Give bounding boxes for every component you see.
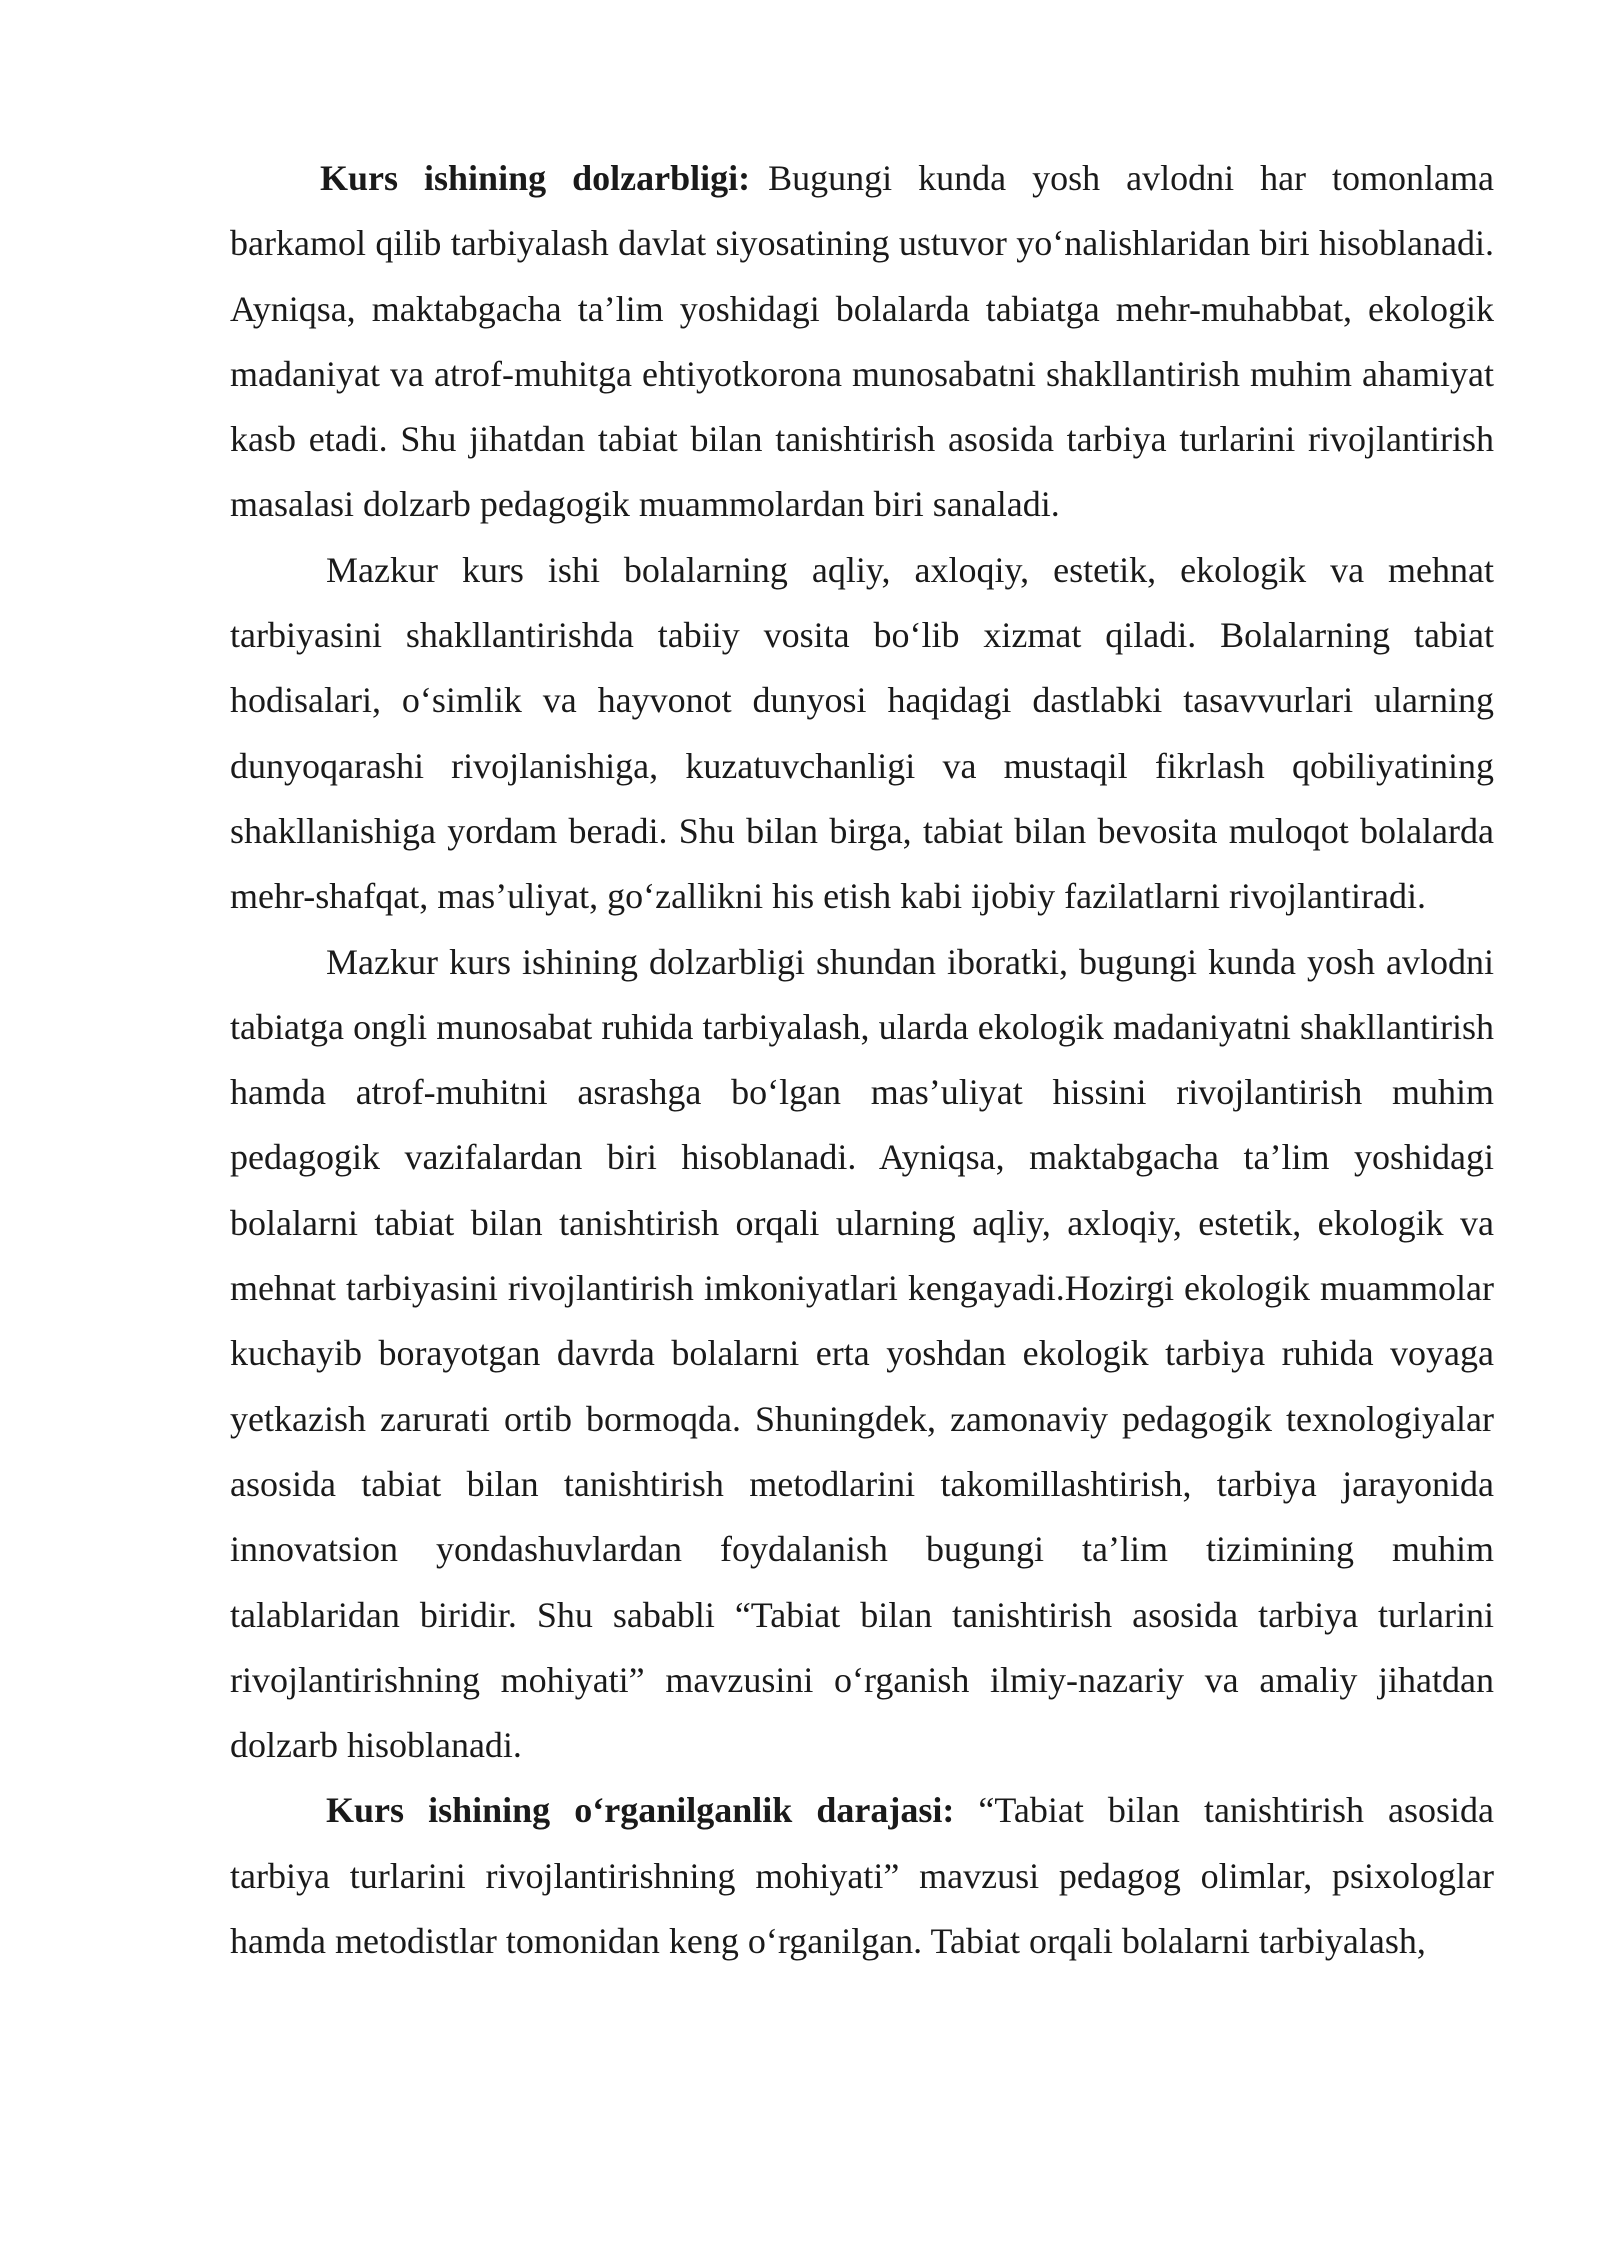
relevance-heading: Kurs ishining dolzarbligi:: [320, 158, 751, 198]
relevance-text: Bugungi kunda yosh avlodni har tomonlama barkamol qilib tarbiyalash davlat siyosatining ustuvor yo‘nalishlaridan biri hisoblanadi. Ayniqsa, maktabgacha ta’lim yoshidagi bolalarda tabiatga mehr-muhabbat, ekologik madaniyat va atrof-muhitga ehtiyotkorona munosabatni shakllantirish muhim ahamiyat kasb etadi. Shu jihatdan tabiat bilan tanishtirish asosida tarbiya turlarini rivojlantirish masalasi dolzarb pedagogik muammolardan biri sanaladi.: [230, 158, 1494, 525]
course-role-text: Mazkur kurs ishi bolalarning aqliy, axloqiy, estetik, ekologik va mehnat tarbiyasini shakllantirishda tabiiy vosita bo‘lib xizmat qiladi. Bolalarning tabiat hodisalari, o‘simlik va hayvonot dunyosi haqidagi dastlabki tasavvurlari ularning dunyoqarashi rivojlanishiga, kuzatuvchanligi va mustaqil fikrlash qobiliyatining shakllanishiga yordam beradi. Shu bilan birga, tabiat bilan bevosita muloqot bolalarda mehr-shafqat, mas’uliyat, go‘zallikni his etish kabi ijobiy fazilatlarni rivojlantiradi.: [230, 549, 1494, 917]
paragraph-study-level: [230, 1778, 1494, 1974]
relevance-detail-text: Mazkur kurs ishining dolzarbligi shundan iboratki, bugungi kunda yosh avlodni tabiatga ongli munosabat ruhida tarbiyalash, ularda ekologik madaniyatni shakllantirish hamda atrof-muhitni asrashga bo‘lgan mas’uliyat hissini rivojlantirish muhim pedagogik vazifalardan biri hisoblanadi. Ayniqsa, maktabgacha ta’lim yoshidagi bolalarni tabiat bilan tanishtirish orqali ularning aqliy, axloqiy, estetik, ekologik va mehnat tarbiyasini rivojlantirish imkoniyatlari kengayadi.Hozirgi ekologik muammolar kuchayib borayotgan davrda bolalarni erta yoshdan ekologik tarbiya ruhida voyaga yetkazish zarurati ortib bormoqda. Shuningdek, zamonaviy pedagogik texnologiyalar asosida tabiat bilan tanishtirish metodlarini takomillashtirish, tarbiya jarayonida innovatsion yondashuvlardan foydalanish bugungi ta’lim tizimining muhim talablaridan biridir. Shu sababli “Tabiat bilan tanishtirish asosida tarbiya turlarini rivojlantirishning mohiyati” mavzusini o‘rganish ilmiy-nazariy va amaliy jihatdan dolzarb hisoblanadi.: [230, 941, 1494, 1766]
study-level-text: “Tabiat bilan tanishtirish asosida tarbiya turlarini rivojlantirishning mohiyati” mavzusi pedagog olimlar, psixologlar hamda metodistlar tomonidan keng o‘rganilgan. Tabiat orqali bolalarni tarbiyalash,: [230, 1790, 1495, 1962]
paragraph-course-role: [230, 538, 1494, 930]
study-level-heading: Kurs ishining o‘rganilganlik darajasi:: [326, 1790, 955, 1831]
paragraph-relevance: [230, 146, 1494, 538]
paragraph-relevance-detail: [230, 930, 1494, 1779]
document-body: [230, 146, 1494, 1974]
